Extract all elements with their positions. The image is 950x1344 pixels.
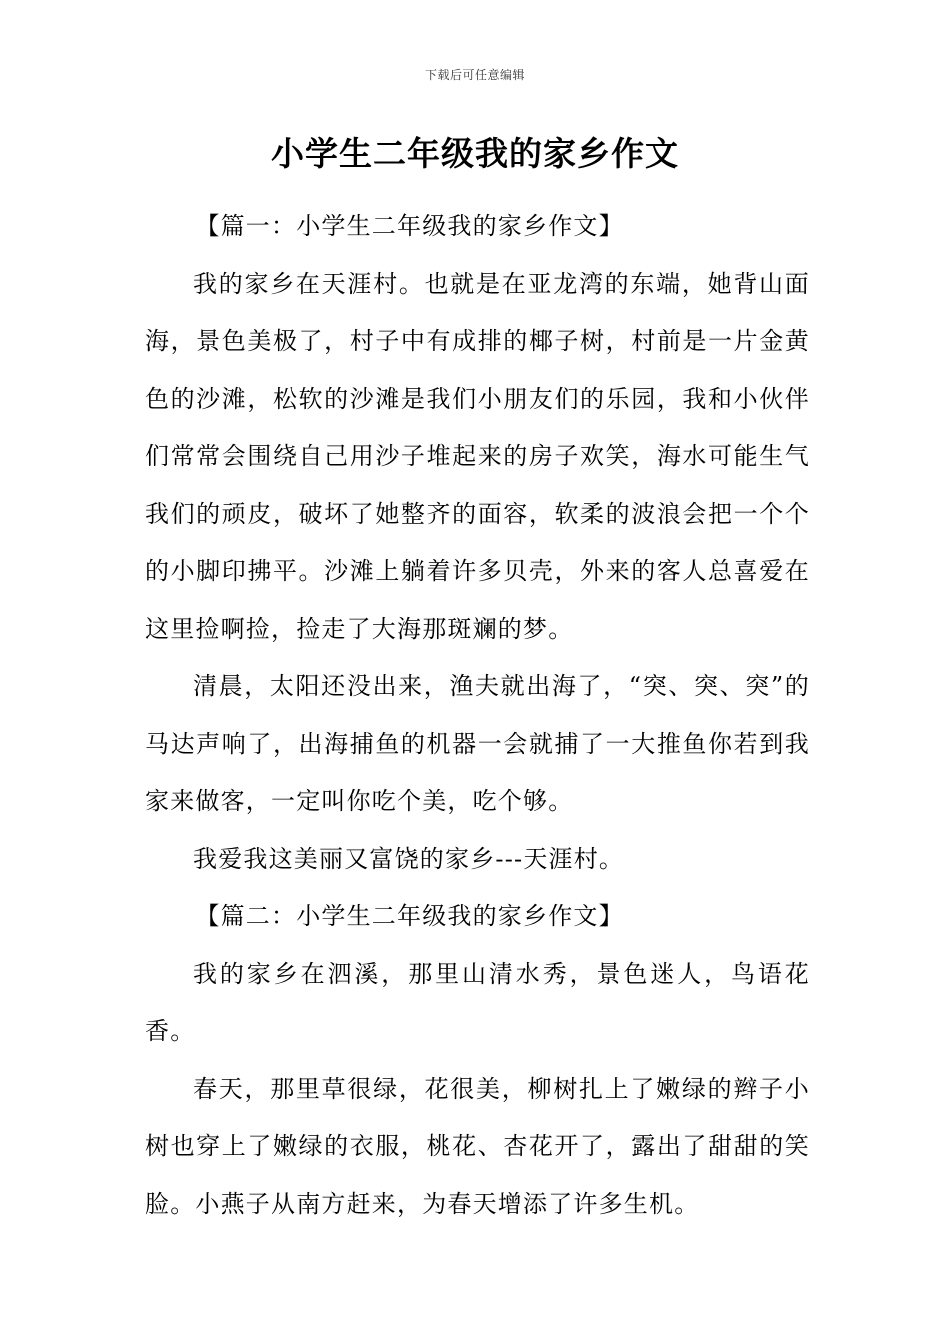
page-title: 小学生二年级我的家乡作文 xyxy=(271,134,679,173)
section-heading-1: 【篇一：小学生二年级我的家乡作文】 xyxy=(195,212,624,240)
paragraph: 我的家乡在泗溪，那里山清水秀，景色迷人，鸟语花香。 xyxy=(145,959,810,1045)
paragraph: 我的家乡在天涯村。也就是在亚龙湾的东端，她背山面海，景色美极了，村子中有成排的椰子树，村前是一片金黄色的沙滩，松软的沙滩是我们小朋友们的乐园，我和小伙伴们常常会围绕自己用沙子堆起来的房子欢笑，海水可能生气我们的顽皮，破坏了她整齐的面容，软柔的波浪会把一个个的小脚印拂平。沙滩上躺着许多贝壳，外来的客人总喜爱在这里捡啊捡，捡走了大海那斑斓的梦。 xyxy=(145,269,810,643)
header-note: 下载后可任意编辑 xyxy=(424,68,525,82)
paragraph: 春天，那里草很绿，花很美，柳树扎上了嫩绿的辫子小树也穿上了嫩绿的衣服，桃花、杏花开了，露出了甜甜的笑脸。小燕子从南方赶来，为春天增添了许多生机。 xyxy=(145,1074,810,1218)
article-body xyxy=(145,198,810,1233)
paragraph: 清晨，太阳还没出来，渔夫就出海了，“突、突、突”的马达声响了，出海捕鱼的机器一会就捕了一大推鱼你若到我家来做客，一定叫你吃个美，吃个够。 xyxy=(145,672,810,815)
paragraph: 我爱我这美丽又富饶的家乡---天涯村。 xyxy=(193,844,625,873)
section-heading-2: 【篇二：小学生二年级我的家乡作文】 xyxy=(195,902,624,930)
